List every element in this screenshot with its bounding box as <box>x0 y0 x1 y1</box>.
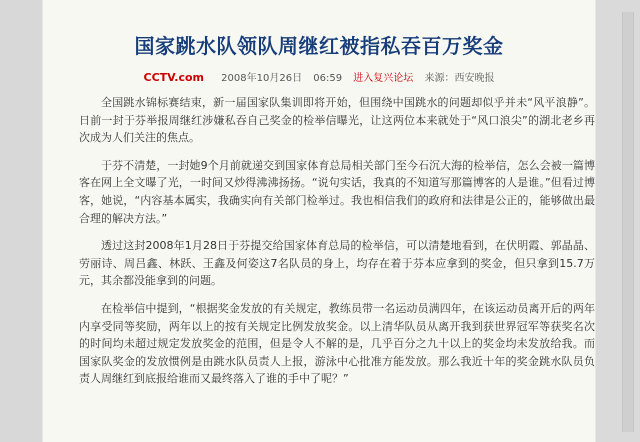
article-paragraph: 于芬不清楚，一封她9个月前就递交到国家体育总局相关部门至今石沉大海的检举信，怎么会被一篇博客在网上全文曝了光，一时间又炒得沸沸扬扬。“说句实话，我真的不知道写那篇博客的人是谁。”但看过博客，她说，“内容基本属实，我确实向有关部门检举过。我也相信我们的政府和法律是公正的，能够做出最合理的解决方法。” <box>79 158 595 225</box>
vertical-scrollbar[interactable] <box>596 0 640 442</box>
publish-time: 06:59 <box>313 73 343 84</box>
article-content-area <box>42 0 596 442</box>
source-label: 来源：西安晚报 <box>424 73 495 84</box>
scrollbar-thumb[interactable] <box>622 12 634 432</box>
article-title: 国家跳水队领队周继红被指私吞百万奖金 <box>134 34 504 59</box>
article-paragraph: 全国跳水锦标赛结束，新一届国家队集训即将开始，但围绕中国跳水的问题却似乎并未“风平浪静”。日前一封于芬举报周继红涉嫌私吞自己奖金的检举信曝光，让这两位本来就处于“风口浪尖”的湖北老乡再次成为人们关注的焦点。 <box>79 96 595 145</box>
article-paragraph: 透过这封2008年1月28日于芬提交给国家体育总局的检举信，可以清楚地看到，在伏明霞、郭晶晶、劳丽诗、周吕鑫、林跃、王鑫及何姿这7名队员的身上，均存在着于芬本应拿到的奖金，但只拿到15.7万元，其余都没能拿到的问题。 <box>79 239 595 288</box>
publish-date: 2008年10月26日 <box>221 73 303 84</box>
article-body <box>79 94 595 388</box>
article-meta <box>43 69 595 84</box>
site-name[interactable]: CCTV.com <box>143 71 204 84</box>
article-paragraph: 在检举信中提到，“根据奖金发放的有关规定，教练员带一名运动员满四年，在该运动员离开后的两年内享受同等奖励，两年以上的按有关规定比例发放奖金。以上清华队员从离开我到获世界冠军等获奖名次的时间均未超过规定发放奖金的范围，但是令人不解的是，几乎百分之九十以上的奖金均未发放给我。而国家队奖金的发放惯例是由跳水队员责人上报，游泳中心批准方能发放。那么我近十年的奖金跳水队员负责人周继红到底报给谁而又最终落入了谁的手中了呢？” <box>79 301 595 386</box>
forum-link[interactable]: 进入复兴论坛 <box>353 73 414 84</box>
left-gutter <box>0 0 42 442</box>
